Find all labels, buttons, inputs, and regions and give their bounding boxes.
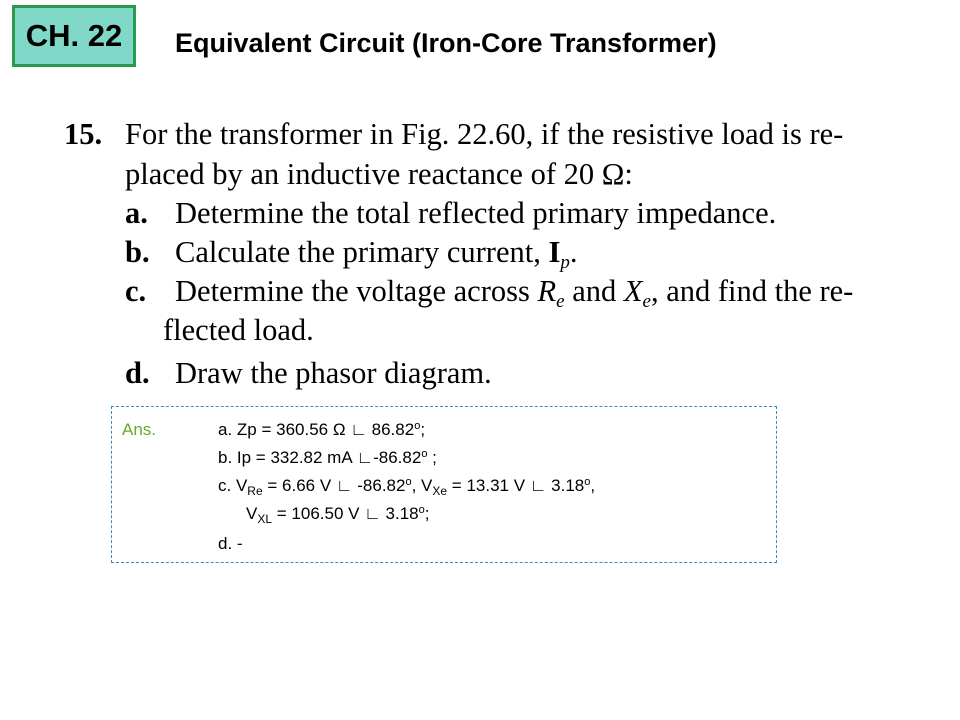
answer-box bbox=[111, 406, 777, 563]
answer-d: d. - bbox=[218, 534, 243, 553]
part-d-text: Draw the phasor diagram. bbox=[175, 356, 492, 390]
slide-title: Equivalent Circuit (Iron-Core Transformer) bbox=[175, 28, 717, 58]
problem-statement-line-1: For the transformer in Fig. 22.60, if the resistive load is re- bbox=[125, 117, 844, 151]
part-c-label: c. bbox=[125, 274, 147, 308]
answer-label: Ans. bbox=[122, 420, 157, 439]
answer-b: b. Ip = 332.82 mA ∟-86.82$^o$ ; bbox=[218, 448, 437, 467]
part-a-label: a. bbox=[125, 196, 148, 230]
part-d-label: d. bbox=[125, 356, 150, 390]
answer-c: c. $V_{Re} = 6.66$ V ∟ -86.82$^o$, $V_{Xe} = 13.31$ V ∟ 3.18$^o$, bbox=[218, 476, 596, 498]
part-c-text-line-2: flected load. bbox=[163, 313, 314, 347]
problem-block bbox=[0, 105, 960, 405]
problem-statement-line-2: placed by an inductive reactance of 20 Ω: bbox=[125, 157, 633, 191]
part-c-text: Determine the voltage across $R_e$ and $X_e$, and find the re- bbox=[175, 274, 854, 312]
chapter-badge: CH. 22 bbox=[12, 5, 136, 67]
part-b-label: b. bbox=[125, 235, 150, 269]
answer-a: a. Zp = 360.56 Ω ∟ 86.82$^o$; bbox=[218, 420, 426, 439]
part-b-text: Calculate the primary current, $I_p$. bbox=[175, 235, 578, 273]
part-a-text: Determine the total reflected primary impedance. bbox=[175, 196, 777, 230]
answer-c-line-2: $V_{XL} = 106.50$ V ∟ 3.18$^o$; bbox=[246, 504, 430, 526]
problem-number: 15. bbox=[64, 117, 103, 151]
